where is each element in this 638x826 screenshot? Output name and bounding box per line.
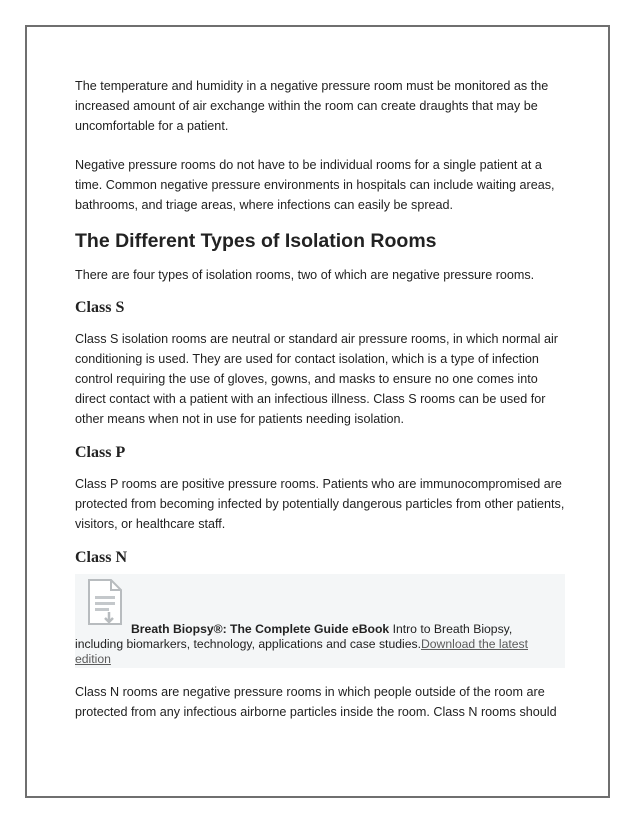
ebook-promo-box xyxy=(75,574,565,668)
promo-description: Intro to Breath Biopsy, including biomarkers, technology, applications and case studies. xyxy=(75,622,513,651)
section-heading: The Different Types of Isolation Rooms xyxy=(75,230,437,252)
section-intro: There are four types of isolation rooms, two of which are negative pressure rooms. xyxy=(75,268,535,282)
class-n-heading: Class N xyxy=(75,549,128,566)
document-download-icon xyxy=(85,578,125,628)
promo-title: Breath Biopsy®: The Complete Guide eBook xyxy=(131,622,390,636)
paragraph-temperature: The temperature and humidity in a negative pressure room must be monitored as the increased amount of air exchange within the room can create draughts that may be uncomfortable for a patient. xyxy=(75,79,549,133)
class-s-text: Class S isolation rooms are neutral or standard air pressure rooms, in which normal air conditioning is used. They are used for contact isolation, which is a type of infection control requiring the use of gloves, gowns, and masks to ensure no one comes into direct contact with a patient with an infectious illness. Class S rooms can be used for other means when not in use for patients needing isolation. xyxy=(75,332,558,426)
download-link[interactable]: Download the latest edition xyxy=(75,637,529,666)
class-p-text: Class P rooms are positive pressure rooms. Patients who are immunocompromised are protected from becoming infected by potentially dangerous particles from other patients, visitors, or healthcare staff. xyxy=(75,477,565,531)
article-content xyxy=(75,76,565,741)
class-n-text: Class N rooms are negative pressure rooms in which people outside of the room are protected from any infectious airborne particles inside the room. Class N rooms should xyxy=(75,685,557,719)
class-s-heading: Class S xyxy=(75,299,125,316)
promo-text xyxy=(75,622,555,667)
paragraph-negative-rooms: Negative pressure rooms do not have to be individual rooms for a single patient at a time. Common negative pressure environments in hospitals can include waiting areas, bathrooms, and triage areas, where infections can easily be spread. xyxy=(75,158,555,212)
class-p-heading: Class P xyxy=(75,444,126,461)
